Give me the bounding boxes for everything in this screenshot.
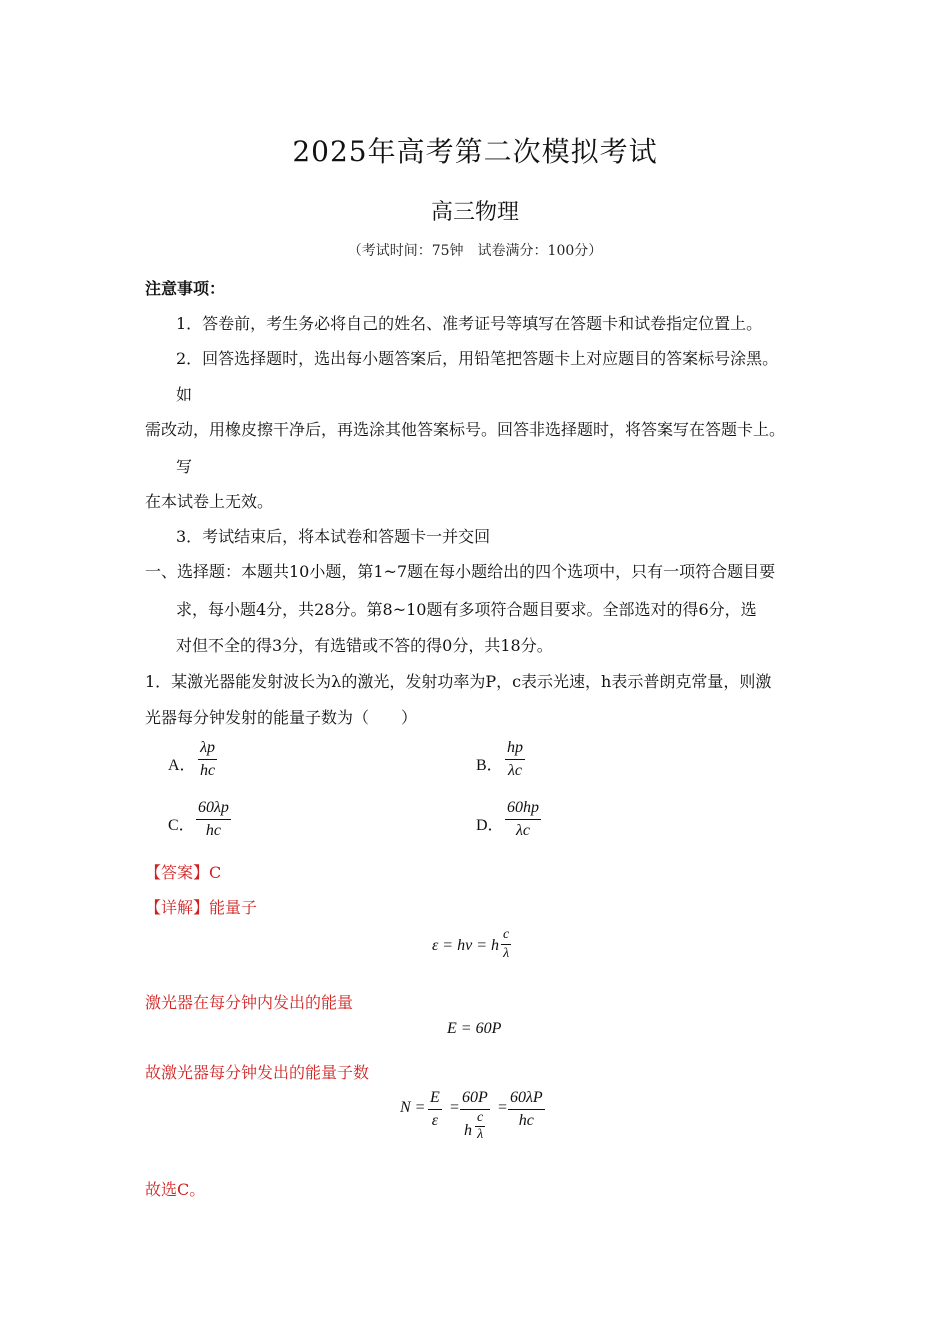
equation-3-left: N = [400,1099,426,1116]
equation-1-numerator: c [501,926,511,945]
notice-item-2-line3: 需改动，用橡皮擦干净后，再选涂其他答案标号。回答非选择题时，将答案写在答题卡上。 [145,420,786,439]
question1-stem-line1: 1．某激光器能发射波长为λ的激光，发射功率为P，c表示光速，h表示普朗克常量，则激 [145,672,772,691]
detail-label: 【详解】 [145,898,210,917]
option-b-denominator: λc [507,762,523,779]
equation-1-fraction [501,926,511,963]
detail-text-3: 故激光器每分钟发出的能量子数 [145,1063,370,1082]
equation-3-f2-den-fraction [475,1110,485,1143]
section1-line2: 求，每小题4分，共28分。第8~10题有多项符合题目要求。全部选对的得6分，选 [176,600,757,619]
option-d-denominator: λc [515,822,531,839]
equation-3-f2-den-den: λ [477,1127,484,1142]
option-d-label: D． [476,817,504,834]
exam-subject: 高三物理 [430,200,519,225]
option-d-numerator: 60hp [505,797,541,820]
section1-line1: 一、选择题：本题共10小题，第1~7题在每小题给出的四个选项中，只有一项符合题目要 [145,562,776,581]
option-b-fraction [505,737,525,782]
option-d-fraction [505,797,541,842]
notice-item-3: 3．考试结束后，将本试卷和答题卡一并交回 [176,527,491,546]
equation-3-f1-denominator: ε [431,1112,439,1129]
equation-3-fraction-1 [428,1087,442,1132]
option-a-label: A． [168,757,196,774]
option-b-label: B． [476,757,503,774]
option-c-label: C． [168,817,195,834]
equation-3-fraction-3 [508,1087,545,1132]
notice-heading: 注意事项： [145,279,226,298]
equation-3-equals-1: = [449,1099,460,1116]
equation-3-f1-numerator: E [428,1087,442,1110]
equation-2: E = 60P [447,1020,502,1037]
option-a-numerator: λp [198,737,217,760]
exam-title: 2025年高考第二次模拟考试 [292,135,658,168]
option-a-denominator: hc [200,762,216,779]
option-c-numerator: 60λp [196,797,231,820]
option-c-fraction [196,797,231,842]
equation-3-f3-denominator: hc [518,1112,534,1129]
equation-1-denominator: λ [503,946,510,961]
equation-3-equals-2: = [497,1099,508,1116]
answer-label: 【答案】C [145,863,222,882]
detail-line [145,895,257,918]
option-a-fraction [198,737,217,782]
notice-item-1: 1．答卷前，考生务必将自己的姓名、准考证号等填写在答题卡和试卷指定位置上。 [176,314,763,333]
section1-line3: 对但不全的得3分，有选错或不答的得0分，共18分。 [176,636,553,655]
option-b-numerator: hp [505,737,525,760]
equation-3-fraction-2 [460,1087,490,1150]
question1-stem-line2: 光器每分钟发射的能量子数为（ ） [145,708,418,727]
equation-3-f2-den-num: c [477,1110,484,1125]
equation-3-f2-numerator: 60P [460,1087,490,1110]
detail-text: 能量子 [209,898,258,917]
equation-3-f2-den-h: h [464,1122,472,1139]
option-c-denominator: hc [205,822,222,839]
detail-text-2: 激光器在每分钟内发出的能量 [145,993,354,1012]
notice-item-2-line4: 写 [176,457,193,476]
equation-1-left: ε = hν = h [432,937,499,954]
equation-3-f3-numerator: 60λP [508,1087,545,1110]
notice-item-2-line1: 2．回答选择题时，选出每小题答案后，用铅笔把答题卡上对应题目的答案标号涂黑。 [176,349,779,368]
exam-meta: （考试时间：75钟 试卷满分：100分） [347,243,603,259]
equation-3-f2-denominator [460,1110,490,1150]
conclusion: 故选C。 [145,1180,206,1199]
notice-item-2-line5: 在本试卷上无效。 [145,492,274,511]
notice-item-2-line2: 如 [176,385,193,404]
